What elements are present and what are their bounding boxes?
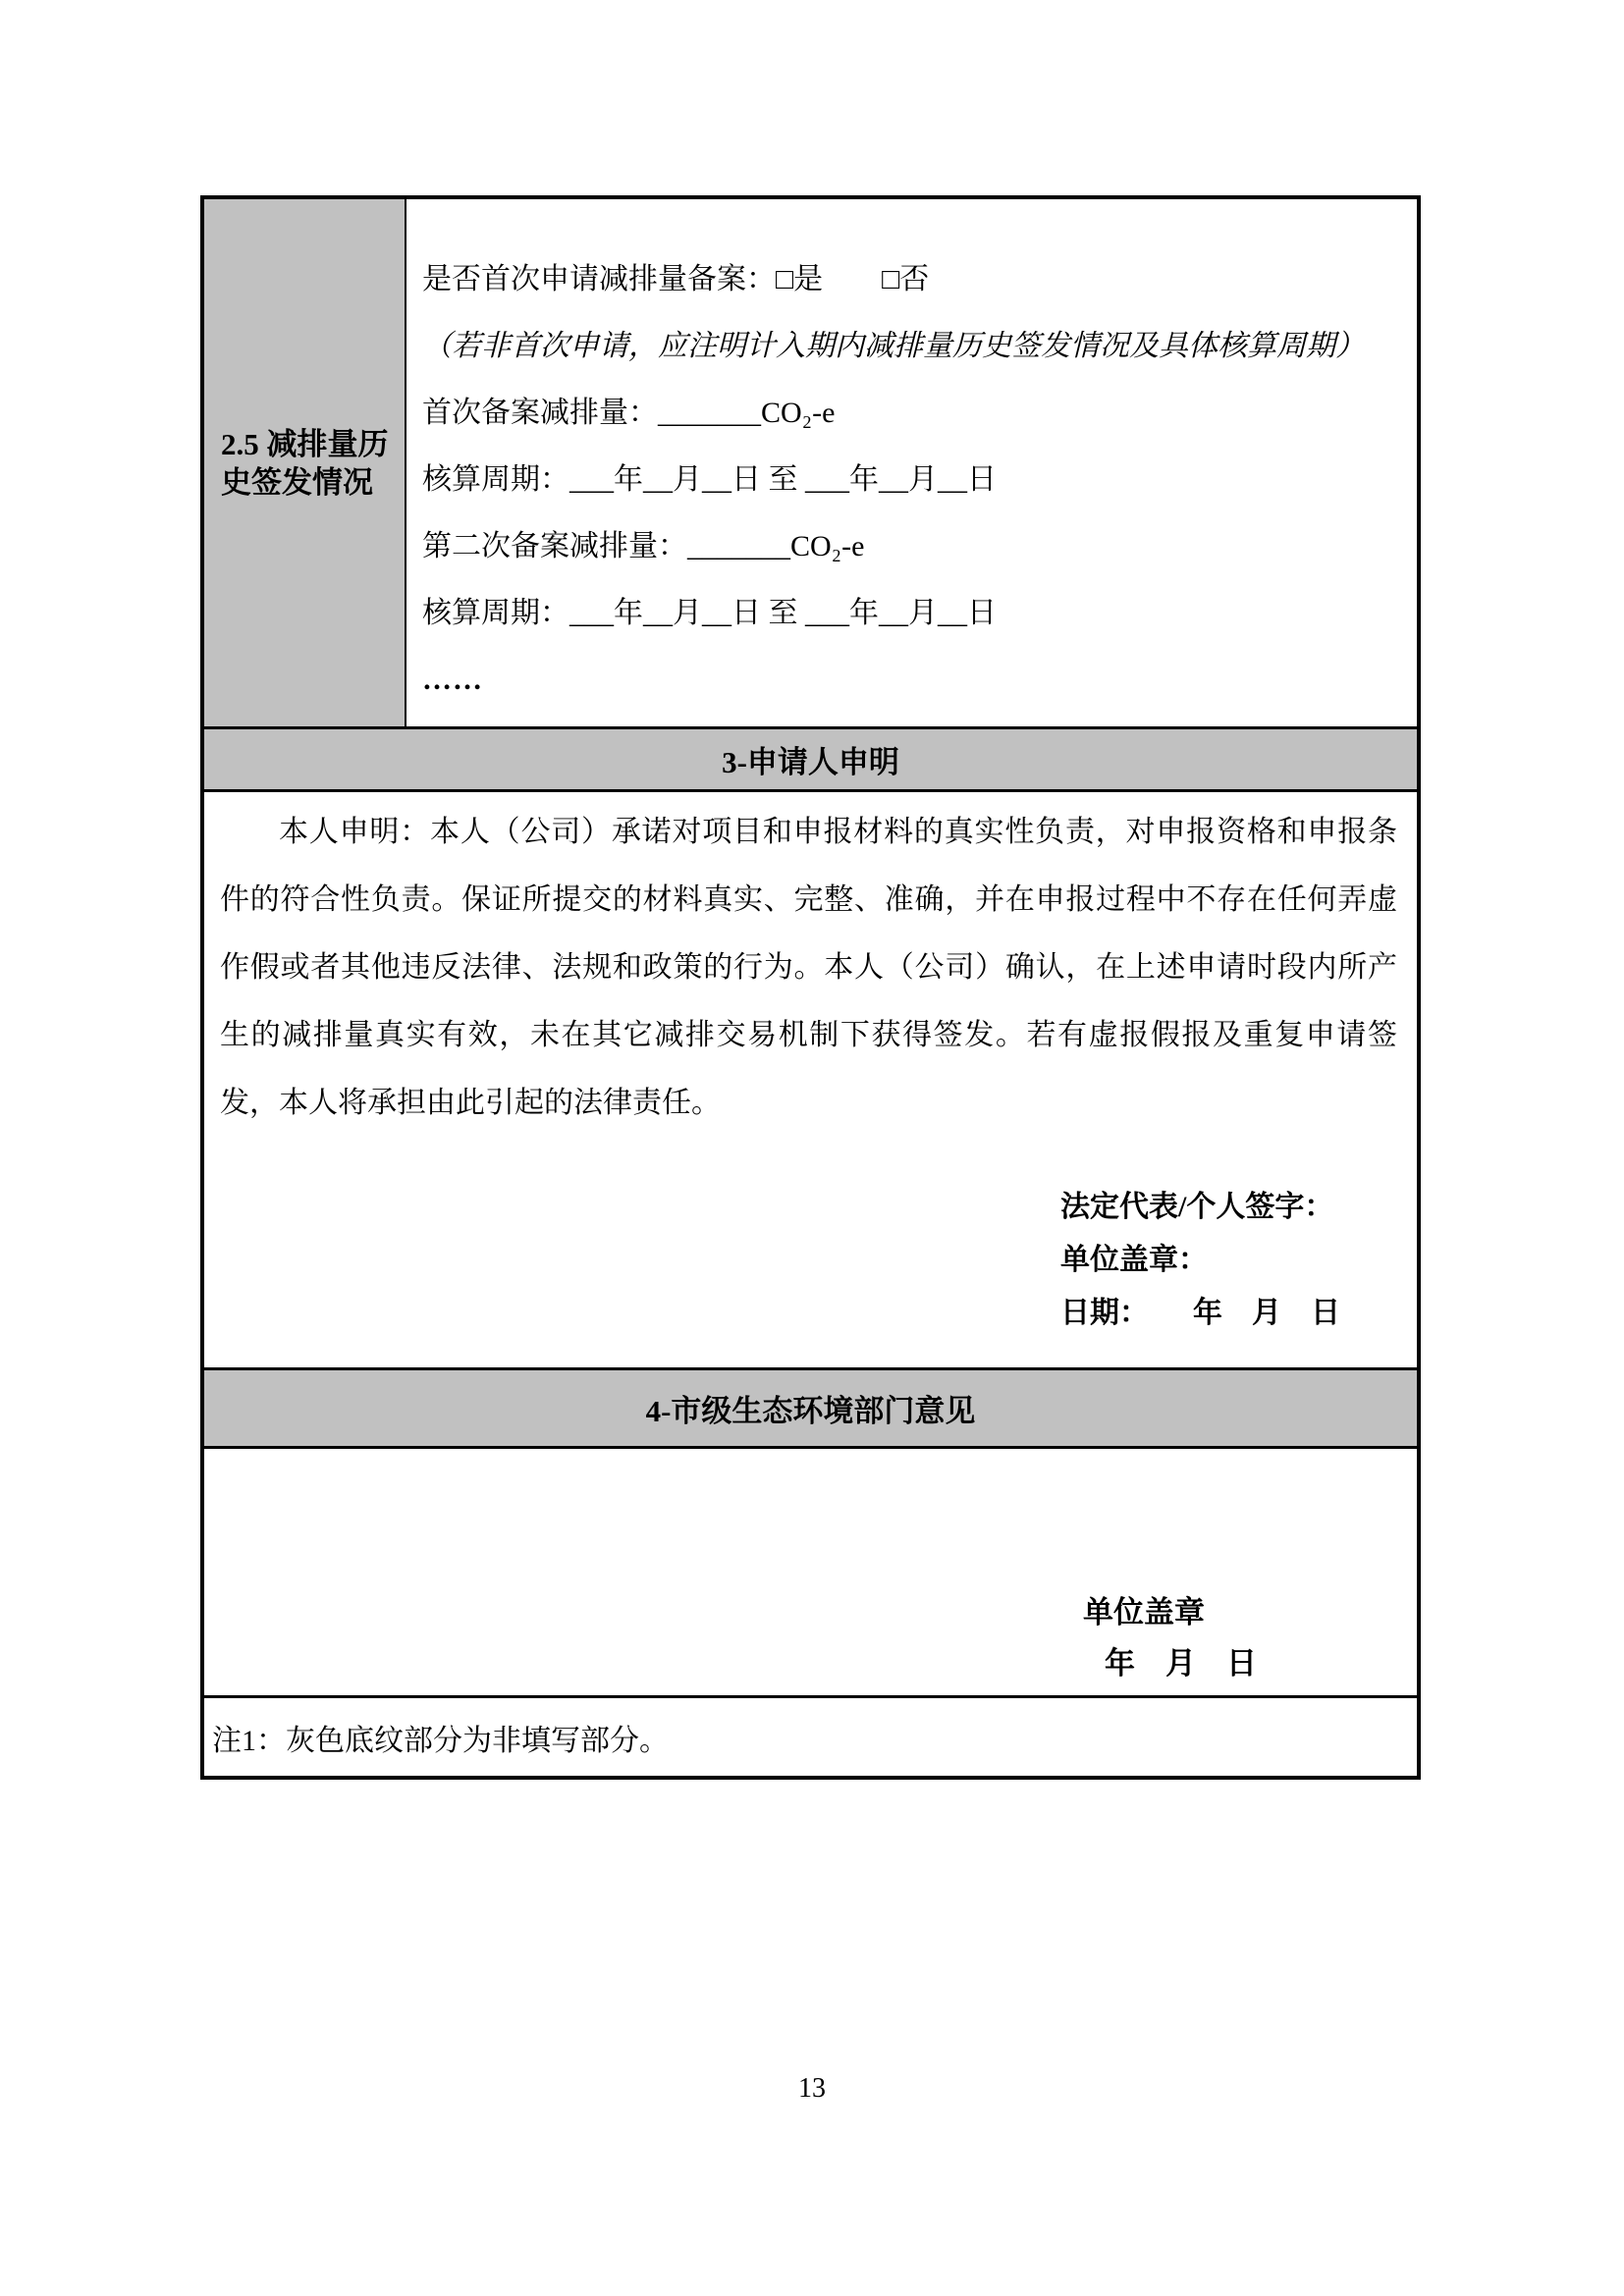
municipal-seal-label: 单位盖章	[1083, 1595, 1205, 1629]
application-form-table	[200, 195, 1421, 1780]
signature-line-seal: 单位盖章：	[1060, 1244, 1208, 1276]
accounting-period-line-1: 核算周期：___年__月__日 至 ___年__月__日	[422, 463, 997, 496]
declaration-text: 本人申明：本人（公司）承诺对项目和申报材料的真实性负责，对申报资格和申报条件的符合性负责。保证所提交的材料真实、完整、准确，并在申报过程中不存在任何弄虚作假或者其他违反法律、法规和政策的行为。本人（公司）确认，在上述申请时段内所产生的减排量真实有效，未在其它减排交易机制下获得签发。若有虚报假报及重复申请签发，本人将承担由此引起的法律责任。	[220, 816, 1397, 1119]
section-4-header: 4-市级生态环境部门意见	[645, 1394, 976, 1428]
section-2-5-label: 2.5 减排量历史签发情况	[221, 426, 389, 500]
municipal-date-line: 年 月 日	[1105, 1646, 1257, 1681]
section-3-header: 3-申请人申明	[722, 745, 899, 779]
section-2-5-label-cell	[204, 199, 406, 726]
section-4-header-row	[204, 1370, 1417, 1449]
municipal-seal-block	[1083, 1587, 1257, 1689]
note-text: 注1：灰色底纹部分为非填写部分。	[212, 1724, 669, 1757]
signature-block	[1060, 1181, 1340, 1340]
section-2-5-row	[204, 199, 1417, 729]
page-number: 13	[798, 2073, 826, 2104]
note-row	[204, 1698, 1417, 1776]
section-3-header-row	[204, 729, 1417, 792]
municipal-opinion-cell	[204, 1449, 1417, 1698]
accounting-period-line-2: 核算周期：___年__月__日 至 ___年__月__日	[422, 597, 997, 629]
first-time-filing-question-line: 是否首次申请减排量备案：□是 □否	[422, 263, 930, 295]
ellipsis-line: ……	[422, 664, 483, 696]
second-filing-amount-line: 第二次备案减排量：_______CO₂-e	[422, 530, 865, 562]
first-filing-amount-line: 首次备案减排量：_______CO₂-e	[422, 397, 836, 429]
signature-line-date: 日期： 年 月 日	[1060, 1297, 1340, 1329]
signature-line-legal-rep: 法定代表/个人签字：	[1060, 1191, 1334, 1223]
non-first-time-note-line: （若非首次申请，应注明计入期内减排量历史签发情况及具体核算周期）	[422, 330, 1365, 362]
section-2-5-content-cell	[406, 199, 1417, 726]
declaration-cell	[204, 792, 1417, 1370]
